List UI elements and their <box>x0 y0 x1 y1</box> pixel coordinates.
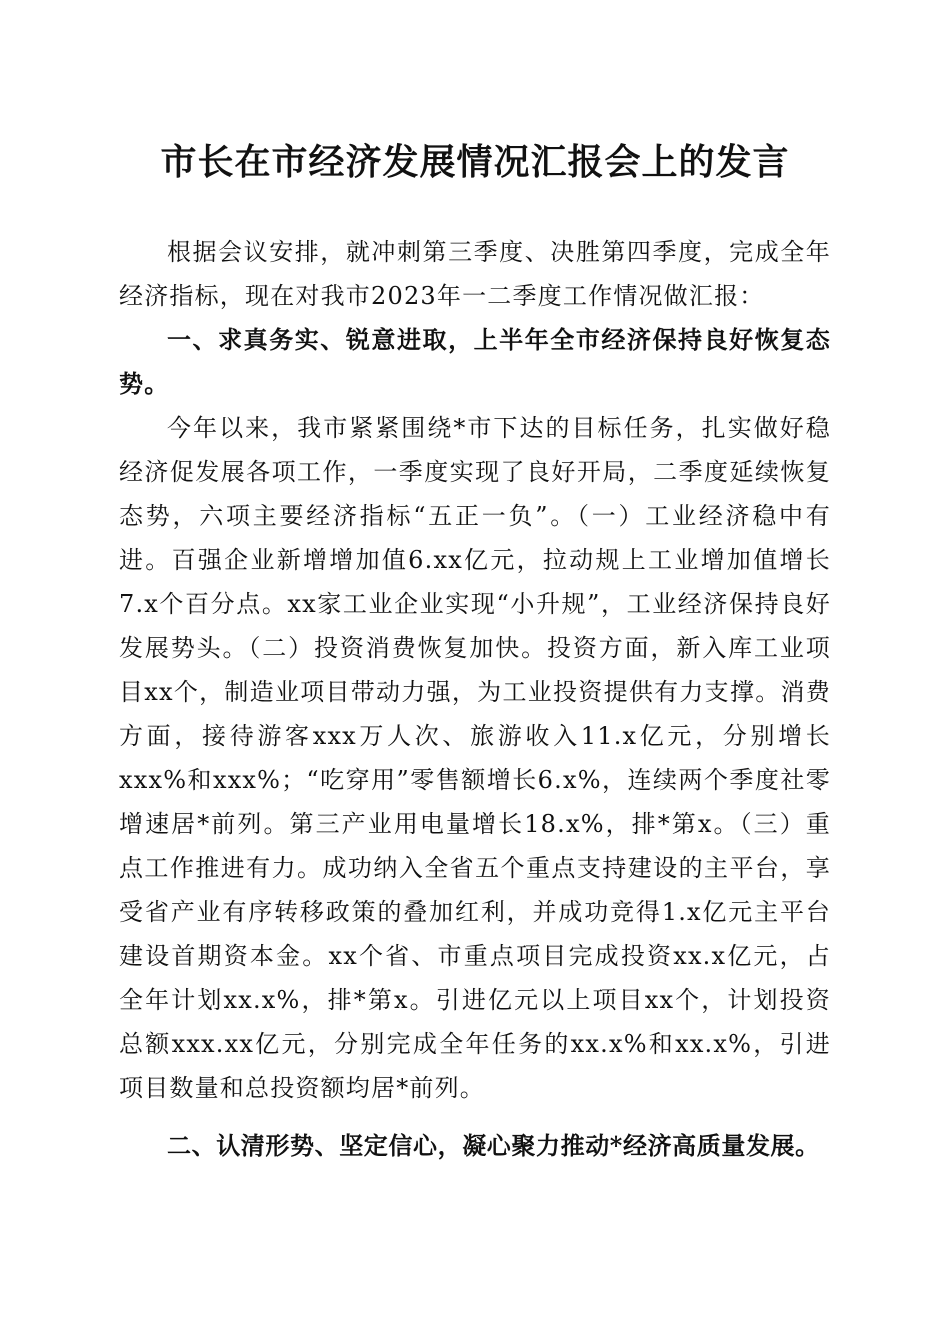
section-heading-2: 二、认清形势、坚定信心，凝心聚力推动*经济高质量发展。 <box>167 1131 820 1160</box>
intro-paragraph: 根据会议安排，就冲刺第三季度、决胜第四季度，完成全年经济指标，现在对我市2023年一二季度工作情况做汇报： <box>119 238 831 310</box>
page-title: 市长在市经济发展情况汇报会上的发言 <box>160 141 790 183</box>
section-paragraph-1: 今年以来，我市紧紧围绕*市下达的目标任务，扎实做好稳经济促发展各项工作，一季度实现了良好开局，二季度延续恢复态势，六项主要经济指标“五正一负”。（一）工业经济稳中有进。百强企业新增增加值6.xx亿元，拉动规上工业增加值增长7.x个百分点。xx家工业企业实现“小升规”，工业经济保持良好发展势头。（二）投资消费恢复加快。投资方面，新入库工业项目xx个，制造业项目带动力强，为工业投资提供有力支撑。消费方面，接待游客xxx万人次、旅游收入11.x亿元，分别增长xxx%和xxx%；“吃穿用”零售额增长6.x%，连续两个季度社零增速居*前列。第三产业用电量增长18.x%，排*第x。（三）重点工作推进有力。成功纳入全省五个重点支持建设的主平台，享受省产业有序转移政策的叠加红利，并成功竞得1.x亿元主平台建设首期资本金。xx个省、市重点项目完成投资xx.x亿元，占全年计划xx.x%，排*第x。引进亿元以上项目xx个，计划投资总额xxx.xx亿元，分别完成全年任务的xx.x%和xx.x%，引进项目数量和总投资额均居*前列。 <box>119 414 831 1102</box>
section-heading-1: 一、求真务实、锐意进取，上半年全市经济保持良好恢复态势。 <box>119 325 831 398</box>
